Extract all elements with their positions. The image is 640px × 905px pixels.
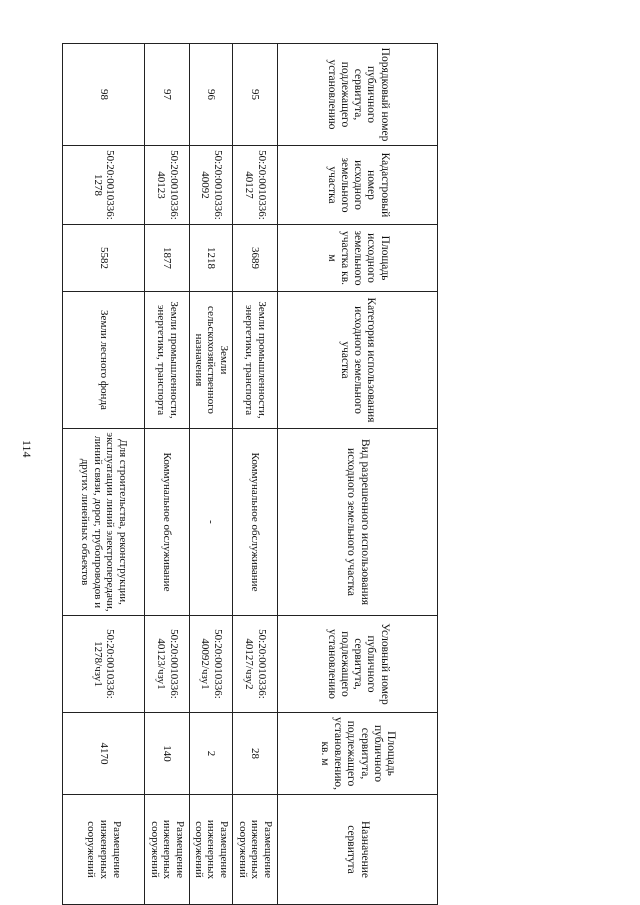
header-cell: Вид разрешенного использования исходного земельного участка: [278, 429, 438, 616]
table-row: [63, 44, 145, 905]
table-cell: 97: [145, 44, 190, 146]
table-cell: 4170: [63, 713, 145, 795]
table-cell: Размещение инженерных сооружений: [63, 795, 145, 905]
table-cell: Размещение инженерных сооружений: [190, 795, 233, 905]
rotated-table-container: [68, 43, 438, 880]
table-cell: 98: [63, 44, 145, 146]
table-row: [145, 44, 190, 905]
header-cell: Назначение сервитута: [278, 795, 438, 905]
header-cell: Площадь исходного земельного участка кв. м: [278, 225, 438, 292]
table-cell: 50:20:0010336: 1278/чзу1: [63, 616, 145, 713]
table-cell: Коммунальное обслуживание: [145, 429, 190, 616]
table-cell: 1877: [145, 225, 190, 292]
table-cell: 50:20:0010336: 40092/чзу1: [190, 616, 233, 713]
header-cell: Категория использования исходного земельного участка: [278, 292, 438, 429]
servitude-table: [62, 43, 438, 905]
header-cell: Порядковый номер публичного сервитута, подлежащего установлению: [278, 44, 438, 146]
table-cell: 3689: [233, 225, 278, 292]
header-cell: Площадь публичного сервитута, подлежащего установлению, кв. м: [278, 713, 438, 795]
page-number: 114: [20, 440, 34, 458]
table-cell: Коммунальное обслуживание: [233, 429, 278, 616]
table-cell: Земли промышленности, энергетики, транспорта: [145, 292, 190, 429]
table-cell: Для строительства, реконструкции, эксплуатации линий электропередачи, линий связи, дорог, трубопроводов и других линейных объектов: [63, 429, 145, 616]
header-row: [278, 44, 438, 905]
table-cell: 5582: [63, 225, 145, 292]
table-cell: 50:20:0010336: 40127: [233, 146, 278, 225]
table-cell: 50:20:0010336: 40127/чзу2: [233, 616, 278, 713]
table-cell: Земли промышленности, энергетики, транспорта: [233, 292, 278, 429]
table-cell: 50:20:0010336: 1278: [63, 146, 145, 225]
table-row: [233, 44, 278, 905]
table-cell: 140: [145, 713, 190, 795]
table-cell: Размещение инженерных сооружений: [145, 795, 190, 905]
table-cell: -: [190, 429, 233, 616]
table-cell: 1218: [190, 225, 233, 292]
table-cell: Земли лесного фонда: [63, 292, 145, 429]
table-row: [190, 44, 233, 905]
table-cell: 2: [190, 713, 233, 795]
header-cell: Условный номер публичного сервитута, подлежащего установлению: [278, 616, 438, 713]
table-cell: 50:20:0010336: 40123: [145, 146, 190, 225]
table-cell: 50:20:0010336: 40123/чзу1: [145, 616, 190, 713]
table-cell: 96: [190, 44, 233, 146]
table-cell: 50:20:0010336: 40092: [190, 146, 233, 225]
table-cell: Земли сельскохозяйственного назначения: [190, 292, 233, 429]
header-cell: Кадастровый номер исходного земельного участка: [278, 146, 438, 225]
table-cell: 28: [233, 713, 278, 795]
table-cell: Размещение инженерных сооружений: [233, 795, 278, 905]
table-cell: 95: [233, 44, 278, 146]
